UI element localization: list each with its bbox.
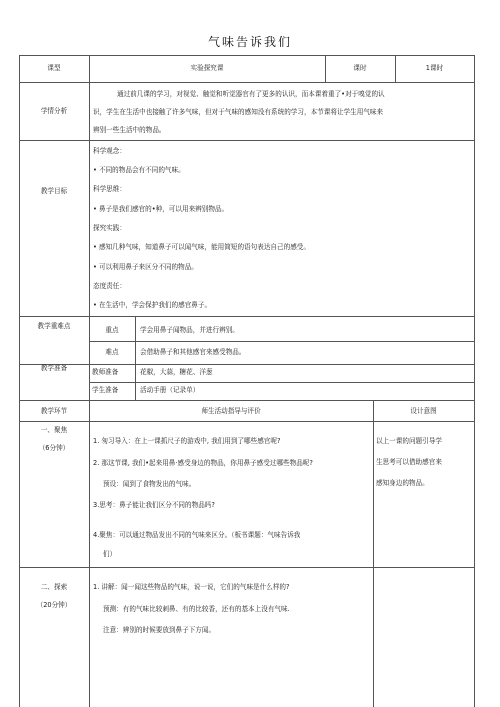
goal-line: • 感知几种气味，知道鼻子可以闻气味，能用简短的语句表达自己的感受。 (93, 243, 310, 251)
phase1-intent-line: 生思考可以借助感官来 (376, 458, 442, 466)
goal-line: 科学思维： (93, 185, 126, 193)
process-col-intent: 设计意图 (410, 407, 437, 415)
phase1-line: 4.聚焦：可以通过物品发出不同的气味来区分。（板书课题：气味告诉我 (93, 531, 301, 539)
key-text: 学会用鼻子闻物品，并进行辨别。 (140, 326, 239, 334)
prep-label: 教学准备 (40, 364, 68, 372)
type-value: 实验探究课 (190, 64, 224, 72)
phase1-line: 3.思考：鼻子能让我们区分不同的物品吗? (93, 501, 215, 509)
goal-line: • 在生活中，学会保护我们的感官鼻子。 (93, 301, 212, 309)
student-prep-text: 活动手册（记录单） (140, 386, 200, 394)
hours-label: 课时 (353, 64, 367, 72)
phase2-line: 1. 讲解：闻一闻这些物品的气味，说一说，它们的气味是什么样的? (93, 583, 290, 591)
phase1-intent-line: 感知身边的物品。 (376, 479, 429, 487)
goals-label: 教学目标 (40, 187, 68, 195)
phase1-time: （6分钟） (38, 444, 70, 452)
type-label: 课型 (47, 64, 61, 72)
goal-line: • 不同的物品会有不同的气味。 (93, 166, 185, 174)
phase2-time: （20分钟） (36, 601, 72, 609)
analysis-line: 识，学生在生活中也接触了许多气味，但对于气味的感知没有系统的学习，本节课将让学生用气味来 (93, 108, 384, 116)
goal-line: 科学观念： (93, 147, 126, 155)
document-title: 气味告诉我们 (207, 35, 292, 49)
key-label: 重点 (105, 326, 119, 334)
teacher-prep-text: 花椒，大蒜，糖花、洋葱 (140, 368, 213, 376)
process-col-stage: 教学环节 (40, 407, 68, 415)
phase2-line: 预测：有的气味比较刺鼻、有的比较香，还有的基本上没有气味. (103, 605, 290, 613)
phase1-name: 一、聚焦 (40, 426, 68, 434)
analysis-label: 学情分析 (40, 107, 68, 115)
process-col-activity: 师生活动指导与评价 (201, 407, 261, 415)
student-prep-label: 学生准备 (92, 386, 119, 394)
difficulty-text: 会借助鼻子和其他感官来感受物品。 (140, 348, 246, 356)
goal-line: • 可以利用鼻子来区分不同的物品。 (93, 263, 198, 271)
phase1-line: 预设：闻到了食物发出的气味。 (103, 480, 196, 488)
goal-line: 态度责任： (93, 282, 126, 290)
goal-line: • 鼻子是我们感官的•种，可以用来辨别物品。 (93, 205, 229, 213)
keypoints-label: 教学重难点 (37, 322, 71, 330)
analysis-line: 辨别一些生活中的物品。 (93, 126, 166, 134)
goal-line: 探究实践： (93, 224, 126, 232)
phase1-line: 2. 那这节课, 我们•起来用鼻·感受身边的物品，你用鼻子感受过哪些物品呢? (93, 459, 313, 467)
phase1-line: 1. 匆习导入：在上一课抓尺子的游戏中, 我们用到了哪些感官呢? (93, 437, 281, 445)
phase2-line: 注意：辨别的时候要放到鼻子下方闻。 (103, 626, 216, 634)
phase2-name: 二、探索 (40, 583, 68, 591)
phase1-intent-line: 以上一课的问题引导学 (376, 437, 442, 445)
phase1-line: 们） (103, 550, 117, 558)
analysis-line: 通过前几课的学习，对视觉、触觉和听觉器官有了更多的认识，而本课着重了•对于嗅觉的认 (117, 90, 385, 98)
teacher-prep-label: 教师准备 (92, 368, 119, 376)
difficulty-label: 难点 (105, 348, 119, 356)
hours-value: 1课时 (425, 64, 444, 72)
